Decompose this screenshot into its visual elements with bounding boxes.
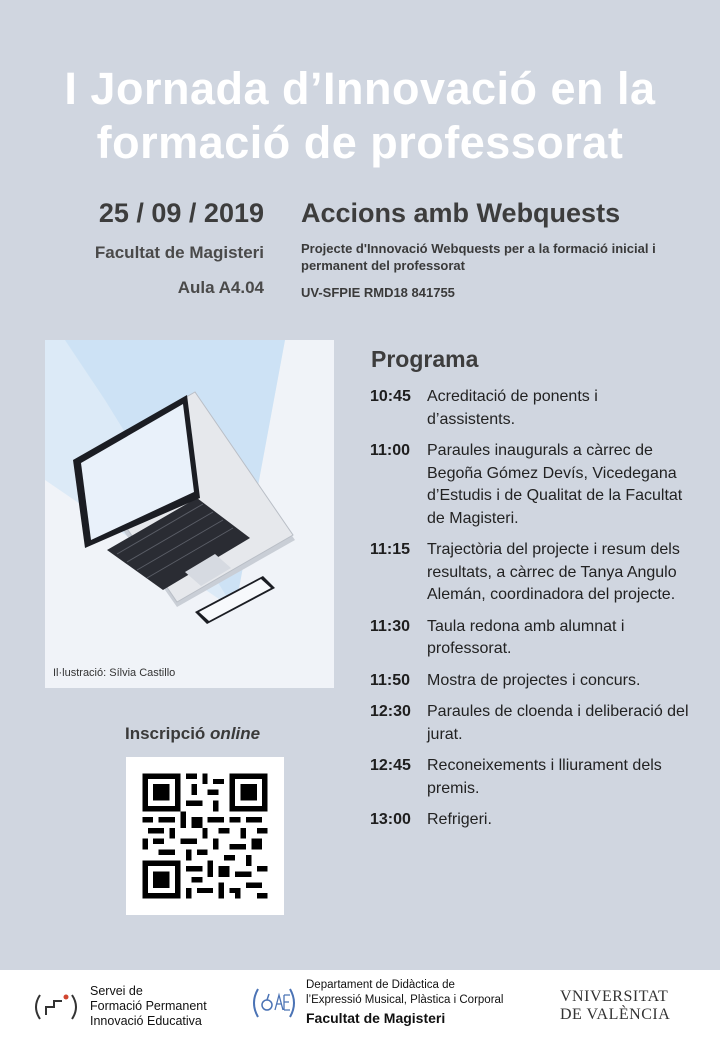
programa-item-time: 12:30 <box>370 703 411 720</box>
programa-item-text: Paraules de cloenda i deliberació del jurat. <box>427 703 689 743</box>
sfpie-logo-icon <box>30 987 82 1027</box>
programa-item <box>370 809 690 832</box>
footer <box>0 970 720 1040</box>
programa-item <box>370 670 690 693</box>
programa-item <box>370 616 690 661</box>
uv-line-1: VNIVERSITAT <box>560 988 669 1005</box>
programa-item-time: 10:45 <box>370 388 411 405</box>
event-faculty: Facultat de Magisteri <box>94 243 264 262</box>
universitat-valencia-logo <box>560 988 690 1024</box>
programa-item-text: Paraules inaugurals a càrrec de Begoña Gómez Devís, Vicedegana d’Estudis i de Qualitat de la Facultat de Magisteri. <box>427 442 683 527</box>
programa-item <box>370 701 690 746</box>
registration-text: Inscripció <box>125 724 206 743</box>
title-line-2: formació de professorat <box>96 117 624 168</box>
registration-label <box>125 724 260 744</box>
programa-item <box>370 440 690 530</box>
programa-item-time: 11:50 <box>370 671 411 689</box>
event-name: Accions amb Webquests <box>301 198 621 228</box>
programa-item-text: Reconeixements i lliurament dels premis. <box>427 757 662 797</box>
sfpie-line-2: Formació Permanent <box>90 999 207 1013</box>
programa-item-time: 11:15 <box>370 541 411 558</box>
project-code: UV-SFPIE RMD18 841755 <box>301 285 455 300</box>
department-text <box>306 978 503 1028</box>
department-block <box>248 978 503 1028</box>
qr-code-icon <box>126 757 284 915</box>
event-title <box>0 62 720 170</box>
sfpie-block <box>30 984 207 1029</box>
programa-item-text: Refrigeri. <box>427 811 492 828</box>
department-faculty: Facultat de Magisteri <box>306 1010 446 1026</box>
uv-line-2: DE VALÈNCIA <box>560 1006 671 1023</box>
title-line-1: I Jornada d’Innovació en la <box>64 63 656 114</box>
programa-item-text: Acreditació de ponents i d’assistents. <box>427 388 598 428</box>
sfpie-line-3: Innovació Educativa <box>90 1014 202 1028</box>
sfpie-text <box>90 984 207 1029</box>
laptop-illustration <box>45 340 334 688</box>
programa-item-time: 12:45 <box>370 757 411 774</box>
programa-item-time: 11:00 <box>370 442 411 459</box>
programa-title: Programa <box>371 346 479 372</box>
department-line-2: l’Expressió Musical, Plàstica i Corporal <box>306 994 504 1006</box>
department-line-1: Departament de Didàctica de <box>306 979 455 991</box>
illustration-credit: Il·lustració: Sílvia Castillo <box>53 667 176 679</box>
programa-item-time: 13:00 <box>370 811 411 828</box>
programa-item-text: Mostra de projectes i concurs. <box>427 671 641 689</box>
project-description: Projecte d'Innovació Webquests per a la formació inicial i permanent del professorat <box>301 241 656 273</box>
programa-item <box>370 755 690 800</box>
programa-item <box>370 539 690 607</box>
programa-item-time: 11:30 <box>370 617 411 635</box>
programa-item-text: Taula redona amb alumnat i professorat. <box>427 617 625 657</box>
programa-item <box>370 386 690 431</box>
department-logo-icon <box>248 983 300 1023</box>
sfpie-line-1: Servei de <box>90 984 143 998</box>
qr-code[interactable] <box>126 757 284 915</box>
laptop-illustration-graphic <box>45 340 334 688</box>
programa-item-text: Trajectòria del projecte i resum dels resultats, a càrrec de Tanya Angulo Alemán, coordinadora del projecte. <box>427 541 680 603</box>
event-room: Aula A4.04 <box>177 278 264 297</box>
programa-list <box>370 386 690 841</box>
event-date: 25 / 09 / 2019 <box>98 198 264 228</box>
registration-online: online <box>210 724 261 743</box>
